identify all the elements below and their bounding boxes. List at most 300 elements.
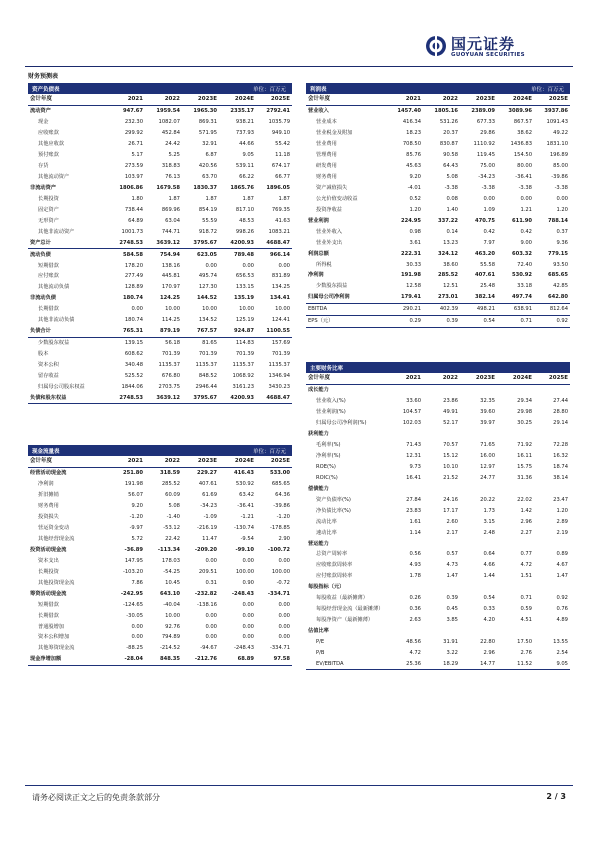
value-cell — [460, 384, 497, 395]
table-row — [306, 270, 570, 281]
value-cell: 779.15 — [547, 250, 568, 257]
table-row — [306, 204, 570, 215]
value-cell: 869.31 — [198, 119, 217, 126]
brand-subtitle: GUOYUAN SECURITIES — [451, 52, 525, 58]
value-cell: 318.59 — [159, 470, 180, 477]
table-row — [28, 226, 292, 237]
value-cell: 24.77 — [480, 474, 495, 481]
value-cell: 2.60 — [446, 518, 458, 525]
value-cell: -1.20 — [129, 514, 143, 521]
row-label: 营业成本 — [316, 119, 337, 126]
table-row — [306, 281, 570, 292]
value-cell: 16.41 — [406, 474, 421, 481]
row-label: ROE(%) — [316, 463, 336, 470]
value-cell: 3.15 — [483, 518, 495, 525]
row-label: ROIC(%) — [316, 474, 338, 481]
value-cell: 869.96 — [161, 206, 180, 213]
value-cell: 3937.86 — [544, 108, 568, 115]
value-cell: 1806.86 — [119, 184, 143, 191]
row-label: 应收账款 — [38, 130, 59, 137]
value-cell: 31.91 — [443, 638, 458, 645]
row-label: 应付账款周转率 — [316, 573, 353, 580]
value-cell: 1831.10 — [546, 141, 568, 148]
row-label: 归属母公司净利润(%) — [316, 420, 367, 427]
table-row — [28, 315, 292, 326]
year-header-cell: 2023E — [182, 456, 219, 467]
value-cell: -130.74 — [233, 525, 254, 532]
value-cell: 754.94 — [159, 251, 180, 258]
value-cell: 788.14 — [547, 217, 568, 224]
value-cell — [460, 626, 497, 637]
table-row — [306, 451, 570, 462]
table-row — [28, 172, 292, 183]
value-cell: 4688.47 — [256, 237, 292, 248]
value-cell: 10.00 — [165, 306, 180, 313]
value-cell: 1.14 — [409, 529, 421, 536]
value-cell: 812.64 — [534, 303, 570, 315]
row-label: 每股净资产（最新摊薄） — [316, 617, 374, 624]
value-cell: 2.54 — [556, 649, 568, 656]
value-cell: 97.58 — [256, 654, 292, 665]
row-label: 存货 — [38, 163, 49, 170]
year-header-cell: 2024E — [219, 94, 256, 105]
table-row — [306, 440, 570, 451]
table-row — [306, 505, 570, 516]
value-cell: 13.23 — [443, 239, 458, 246]
value-cell: 64.89 — [128, 217, 143, 224]
year-header-cell: 2021 — [108, 456, 145, 467]
row-label: 少数股东权益 — [38, 340, 70, 347]
value-cell: 70.57 — [443, 442, 458, 449]
value-cell: 1.47 — [446, 573, 458, 580]
value-cell: 135.19 — [233, 295, 254, 302]
value-cell: 80.00 — [517, 163, 532, 170]
cash-flow-header — [28, 445, 292, 456]
value-cell: 0.31 — [205, 579, 217, 586]
value-cell: 1457.40 — [397, 108, 421, 115]
value-cell: -209.20 — [194, 546, 217, 553]
value-cell: 251.80 — [122, 470, 143, 477]
row-label: 财务费用 — [38, 503, 59, 510]
value-cell: 2.76 — [520, 649, 532, 656]
value-cell: 3795.67 — [182, 237, 219, 248]
row-label: 长期投资 — [38, 195, 59, 202]
row-label: 估值比率 — [308, 628, 329, 635]
value-cell — [497, 483, 534, 494]
brand-mark-icon — [425, 35, 447, 57]
value-cell: 232.30 — [124, 119, 143, 126]
table-row — [28, 293, 292, 304]
value-cell: 18.29 — [423, 658, 460, 669]
value-cell: -3.38 — [554, 184, 568, 191]
value-cell: 794.89 — [161, 634, 180, 641]
value-cell: 2.90 — [278, 536, 290, 543]
value-cell: 340.48 — [124, 361, 143, 368]
value-cell: 539.11 — [235, 163, 254, 170]
value-cell: 4.93 — [409, 562, 421, 569]
table-row — [28, 326, 292, 337]
value-cell: 1965.30 — [193, 108, 217, 115]
value-cell: 643.10 — [159, 590, 180, 597]
value-cell: 1.87 — [168, 195, 180, 202]
table-row — [306, 384, 570, 395]
value-cell: 55.42 — [275, 141, 290, 148]
cash-flow-unit: 单位：百万元 — [252, 449, 286, 455]
value-cell: 12.31 — [406, 453, 421, 460]
row-label: 资本公积 — [38, 361, 59, 368]
value-cell: 63.04 — [165, 217, 180, 224]
value-cell: 0.26 — [409, 595, 421, 602]
table-row — [28, 337, 292, 348]
value-cell: 11.18 — [275, 152, 290, 159]
value-cell: -212.76 — [182, 654, 219, 665]
value-cell: 0.00 — [278, 634, 290, 641]
value-cell: 63.42 — [239, 492, 254, 499]
value-cell: 677.33 — [476, 119, 495, 126]
row-label: 筹资活动现金流 — [30, 590, 67, 597]
value-cell: 4200.93 — [219, 237, 256, 248]
value-cell: 0.00 — [520, 195, 532, 202]
value-cell: 0.00 — [131, 623, 143, 630]
value-cell: 1.87 — [242, 195, 254, 202]
row-label: 营业外收入 — [316, 228, 342, 235]
value-cell: 22.42 — [165, 536, 180, 543]
row-label: 所得税 — [316, 261, 332, 268]
value-cell: 71.43 — [406, 442, 421, 449]
value-cell: 10.00 — [239, 306, 254, 313]
year-header-cell: 2022 — [423, 94, 460, 105]
value-cell: 1135.37 — [158, 361, 180, 368]
value-cell: 831.89 — [271, 273, 290, 280]
value-cell: 114.25 — [161, 317, 180, 324]
row-label: 获利能力 — [308, 431, 329, 438]
table-row — [28, 360, 292, 371]
value-cell: 4200.93 — [219, 392, 256, 403]
value-cell: 949.10 — [271, 130, 290, 137]
value-cell: 22.02 — [517, 496, 532, 503]
value-cell: 21.52 — [443, 474, 458, 481]
value-cell: 29.86 — [480, 130, 495, 137]
balance-sheet-unit: 单位：百万元 — [252, 87, 286, 93]
table-row — [28, 183, 292, 194]
value-cell: 0.00 — [205, 634, 217, 641]
value-cell: 5.08 — [168, 503, 180, 510]
table-row — [306, 582, 570, 593]
value-cell: -242.95 — [120, 590, 143, 597]
value-cell: 0.00 — [556, 195, 568, 202]
table-row — [28, 588, 292, 599]
value-cell: 68.89 — [219, 654, 256, 665]
table-row — [306, 538, 570, 549]
value-cell: 3639.12 — [145, 237, 182, 248]
value-cell: 674.17 — [271, 163, 290, 170]
value-cell: 854.19 — [198, 206, 217, 213]
value-cell: 20.22 — [480, 496, 495, 503]
value-cell: 56.18 — [165, 340, 180, 347]
table-row — [306, 615, 570, 626]
value-cell: 2946.44 — [195, 383, 217, 390]
row-label: 投资活动现金流 — [30, 546, 67, 553]
value-cell: 3639.12 — [145, 392, 182, 403]
value-cell: 71.92 — [517, 442, 532, 449]
value-cell: 879.19 — [145, 326, 182, 337]
row-label: 非流动资产 — [30, 184, 56, 191]
value-cell: 39.60 — [480, 409, 495, 416]
value-cell: 402.39 — [423, 303, 460, 315]
table-row — [306, 150, 570, 161]
value-cell: 56.07 — [128, 492, 143, 499]
table-row — [28, 610, 292, 621]
value-cell: -113.34 — [157, 546, 180, 553]
value-cell: -334.71 — [267, 590, 290, 597]
row-label: 资本公积增加 — [38, 634, 70, 641]
value-cell: 10.10 — [443, 463, 458, 470]
value-cell: 1135.37 — [268, 361, 290, 368]
row-label: 长期借款 — [38, 306, 59, 313]
value-cell: -9.97 — [129, 525, 143, 532]
value-cell: -232.82 — [194, 590, 217, 597]
value-cell: 452.84 — [161, 130, 180, 137]
table-row — [28, 599, 292, 610]
table-row — [28, 534, 292, 545]
value-cell: 769.35 — [271, 206, 290, 213]
row-label: 短期借款 — [38, 262, 59, 269]
value-cell: 154.50 — [513, 152, 532, 159]
value-cell: 229.27 — [196, 470, 217, 477]
value-cell: -124.65 — [122, 601, 143, 608]
value-cell: 1.09 — [483, 206, 495, 213]
value-cell: 102.03 — [402, 420, 421, 427]
value-cell: 17.50 — [517, 638, 532, 645]
value-cell: 2.89 — [556, 518, 568, 525]
value-cell: 180.74 — [122, 295, 143, 302]
value-cell — [497, 538, 534, 549]
value-cell: -34.23 — [478, 174, 495, 181]
row-label: 留存收益 — [38, 372, 59, 379]
table-row — [306, 549, 570, 560]
value-cell: -94.67 — [200, 645, 217, 652]
value-cell — [534, 626, 570, 637]
value-cell: -103.20 — [122, 568, 143, 575]
value-cell: 23.83 — [406, 507, 421, 514]
row-label: 非流动负债 — [30, 295, 56, 302]
value-cell — [497, 384, 534, 395]
value-cell: 127.30 — [198, 284, 217, 291]
value-cell: 0.42 — [483, 228, 495, 235]
row-label: 速动比率 — [316, 529, 337, 536]
row-label: 营业税金及附加 — [316, 130, 353, 137]
year-header-label: 会计年度 — [28, 456, 108, 467]
value-cell: 45.63 — [406, 163, 421, 170]
row-label: 应收账款周转率 — [316, 562, 353, 569]
value-cell: 701.39 — [198, 351, 217, 358]
row-label: 总资产周转率 — [316, 551, 348, 558]
table-row — [28, 117, 292, 128]
value-cell: 1436.83 — [510, 141, 532, 148]
year-header-label: 会计年度 — [306, 94, 386, 105]
row-label: 负债合计 — [28, 326, 108, 337]
value-cell: 277.49 — [124, 273, 143, 280]
table-row — [306, 658, 570, 669]
row-label: 投资损失 — [38, 514, 59, 521]
value-cell: 1.80 — [131, 195, 143, 202]
value-cell: 11.52 — [497, 658, 534, 669]
year-header-cell: 2024E — [219, 456, 256, 467]
value-cell — [497, 582, 534, 593]
table-row — [306, 462, 570, 473]
value-cell: -3.38 — [444, 184, 458, 191]
value-cell: 1.42 — [520, 507, 532, 514]
value-cell: 85.00 — [553, 163, 568, 170]
row-label: 现金 — [38, 119, 49, 126]
value-cell: -1.21 — [240, 514, 254, 521]
value-cell: 382.14 — [460, 292, 497, 303]
table-row — [306, 604, 570, 615]
row-label: 每股收益（最新摊薄） — [316, 595, 368, 602]
value-cell: 420.56 — [198, 163, 217, 170]
value-cell: 1110.92 — [473, 141, 495, 148]
table-row — [28, 260, 292, 271]
value-cell: 14.77 — [460, 658, 497, 669]
value-cell: 0.71 — [497, 315, 534, 327]
value-cell: 3161.23 — [232, 383, 254, 390]
value-cell: 191.98 — [124, 481, 143, 488]
value-cell — [386, 538, 423, 549]
value-cell: 767.57 — [182, 326, 219, 337]
value-cell: 71.65 — [480, 442, 495, 449]
table-row — [28, 545, 292, 556]
row-label: EPS（元） — [306, 315, 386, 327]
value-cell: 708.50 — [402, 141, 421, 148]
value-cell: 638.91 — [497, 303, 534, 315]
value-cell: 1068.92 — [232, 372, 254, 379]
year-header-cell: 2022 — [145, 456, 182, 467]
cash-flow-table — [28, 456, 292, 666]
row-label: 预付账款 — [38, 152, 59, 159]
value-cell: 685.65 — [547, 272, 568, 279]
row-label: 归属母公司净利润 — [306, 292, 386, 303]
row-label: P/B — [316, 649, 325, 656]
table-row — [28, 501, 292, 512]
value-cell — [386, 429, 423, 440]
row-label: 现金净增加额 — [28, 654, 108, 665]
value-cell: 196.89 — [549, 152, 568, 159]
table-row — [28, 128, 292, 139]
value-cell: 0.00 — [278, 601, 290, 608]
year-header-cell: 2024E — [497, 373, 534, 384]
header-rule — [25, 66, 573, 67]
row-label: 固定资产 — [38, 206, 59, 213]
row-label: 营业费用 — [316, 141, 337, 148]
table-row — [306, 483, 570, 494]
value-cell: 170.97 — [161, 284, 180, 291]
value-cell: 0.39 — [423, 315, 460, 327]
value-cell: 61.69 — [202, 492, 217, 499]
value-cell: 32.91 — [202, 141, 217, 148]
value-cell: 0.29 — [386, 315, 423, 327]
value-cell: 0.39 — [446, 595, 458, 602]
value-cell: -3.38 — [518, 184, 532, 191]
value-cell: 134.25 — [271, 284, 290, 291]
year-header-cell: 2025E — [534, 94, 570, 105]
year-header-row — [306, 373, 570, 384]
value-cell: 3.22 — [446, 649, 458, 656]
row-label: 流动负债 — [30, 251, 51, 258]
value-cell: 1.47 — [556, 573, 568, 580]
value-cell: -178.85 — [269, 525, 290, 532]
value-cell: 1.20 — [556, 507, 568, 514]
value-cell: -30.05 — [126, 612, 143, 619]
row-label: 营运资金变动 — [38, 525, 70, 532]
value-cell: 285.52 — [437, 272, 458, 279]
value-cell: 134.41 — [269, 295, 290, 302]
value-cell: 139.15 — [124, 340, 143, 347]
row-label: 其他流动资产 — [38, 174, 70, 181]
table-row — [28, 215, 292, 226]
value-cell: 42.85 — [553, 283, 568, 290]
value-cell: 1896.05 — [266, 184, 290, 191]
value-cell: 1091.43 — [546, 119, 568, 126]
table-row — [28, 523, 292, 534]
value-cell: 33.60 — [406, 398, 421, 405]
value-cell: 24.16 — [443, 496, 458, 503]
value-cell: 0.90 — [242, 579, 254, 586]
row-label: 毛利率(%) — [316, 442, 341, 449]
value-cell: 0.54 — [483, 595, 495, 602]
brand-logo — [425, 33, 565, 63]
value-cell: 10.00 — [275, 306, 290, 313]
value-cell: 31.36 — [517, 474, 532, 481]
value-cell: 1.87 — [278, 195, 290, 202]
table-row — [306, 292, 570, 303]
table-row — [306, 259, 570, 270]
income-statement — [306, 83, 570, 328]
value-cell: 867.57 — [513, 119, 532, 126]
value-cell: 2748.53 — [108, 392, 145, 403]
value-cell: -138.16 — [196, 601, 217, 608]
value-cell: -334.71 — [269, 645, 290, 652]
value-cell: -214.52 — [159, 645, 180, 652]
value-cell: 1830.37 — [193, 184, 217, 191]
table-row — [28, 249, 292, 260]
year-header-cell: 2023E — [460, 94, 497, 105]
value-cell — [386, 483, 423, 494]
value-cell: 1082.07 — [158, 119, 180, 126]
value-cell: 2748.53 — [108, 237, 145, 248]
value-cell: 29.34 — [517, 398, 532, 405]
value-cell: -99.10 — [235, 546, 254, 553]
table-row — [306, 647, 570, 658]
value-cell: 16.00 — [480, 453, 495, 460]
value-cell: 72.28 — [553, 442, 568, 449]
table-row — [306, 396, 570, 407]
value-cell: 530.92 — [235, 481, 254, 488]
row-label: 流动比率 — [316, 518, 337, 525]
value-cell: 299.92 — [124, 130, 143, 137]
value-cell: 738.44 — [124, 206, 143, 213]
value-cell — [534, 384, 570, 395]
value-cell: 144.52 — [196, 295, 217, 302]
value-cell: 2.19 — [556, 529, 568, 536]
value-cell: 55.58 — [480, 261, 495, 268]
table-row — [306, 429, 570, 440]
value-cell: 1100.55 — [256, 326, 292, 337]
value-cell: -36.41 — [237, 503, 254, 510]
value-cell — [423, 582, 460, 593]
table-row — [28, 370, 292, 381]
value-cell: 124.25 — [159, 295, 180, 302]
value-cell: 64.43 — [443, 163, 458, 170]
